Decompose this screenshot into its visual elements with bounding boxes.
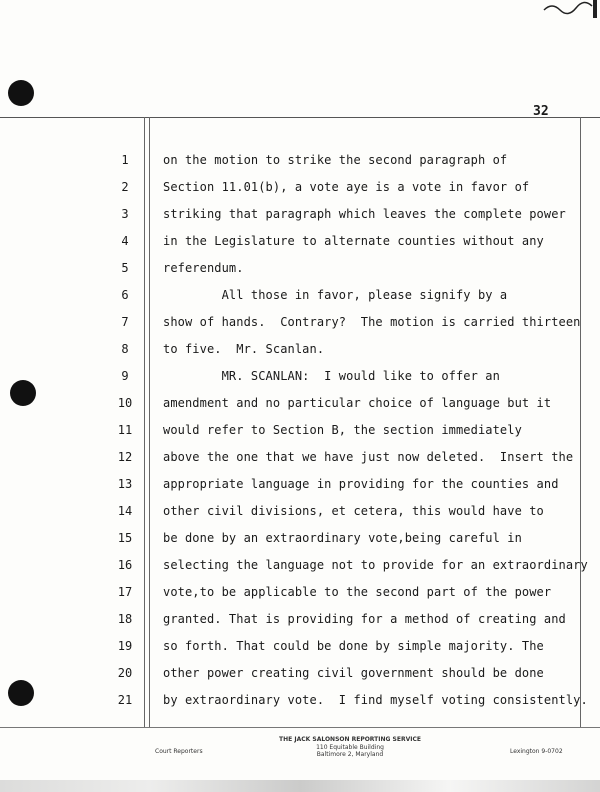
line-number: 5 xyxy=(121,261,129,275)
corner-mark xyxy=(540,0,600,18)
transcript-line: other civil divisions, et cetera, this would have to xyxy=(163,504,544,518)
transcript-line: referendum. xyxy=(163,261,244,275)
transcript-line: to five. Mr. Scanlan. xyxy=(163,342,325,356)
transcript-line: All those in favor, please signify by a xyxy=(163,288,508,302)
transcript-line: vote,to be applicable to the second part of the power xyxy=(163,585,552,599)
transcript-line: be done by an extraordinary vote,being careful in xyxy=(163,531,522,545)
line-number: 21 xyxy=(117,693,133,707)
line-number: 3 xyxy=(121,207,129,221)
line-number: 8 xyxy=(121,342,129,356)
page-number: 32 xyxy=(533,104,549,119)
transcript-line: granted. That is providing for a method of creating and xyxy=(163,612,566,626)
footer-city: Baltimore 2, Maryland xyxy=(316,751,384,758)
footer-rule xyxy=(0,727,600,728)
transcript-line: selecting the language not to provide for an extraordinary xyxy=(163,558,588,572)
line-number: 15 xyxy=(117,531,133,545)
transcript-line: on the motion to strike the second paragraph of xyxy=(163,153,508,167)
punch-hole-top xyxy=(8,80,34,106)
transcript-line: other power creating civil government should be done xyxy=(163,666,544,680)
line-number: 12 xyxy=(117,450,133,464)
footer-left: Court Reporters xyxy=(155,748,203,755)
margin-line-right xyxy=(580,117,581,727)
line-number: 7 xyxy=(121,315,129,329)
line-number: 20 xyxy=(117,666,133,680)
line-number: 10 xyxy=(117,396,133,410)
line-number: 4 xyxy=(121,234,129,248)
footer-title: THE JACK SALONSON REPORTING SERVICE xyxy=(279,736,421,743)
line-number: 11 xyxy=(117,423,133,437)
transcript-line: so forth. That could be done by simple majority. The xyxy=(163,639,544,653)
line-number: 16 xyxy=(117,558,133,572)
footer-right: Lexington 9-0702 xyxy=(510,748,563,755)
margin-line-left xyxy=(144,117,145,727)
line-number: 19 xyxy=(117,639,133,653)
line-number: 14 xyxy=(117,504,133,518)
transcript-line: amendment and no particular choice of language but it xyxy=(163,396,552,410)
transcript-line: MR. SCANLAN: I would like to offer an xyxy=(163,369,500,383)
transcript-line: appropriate language in providing for the counties and xyxy=(163,477,559,491)
line-number: 18 xyxy=(117,612,133,626)
line-number: 17 xyxy=(117,585,133,599)
line-number: 13 xyxy=(117,477,133,491)
line-number: 2 xyxy=(121,180,129,194)
footer-address: 110 Equitable Building xyxy=(316,744,384,751)
punch-hole-bottom xyxy=(8,680,34,706)
scan-artifact xyxy=(0,780,600,792)
line-number: 6 xyxy=(121,288,129,302)
line-number: 9 xyxy=(121,369,129,383)
transcript-line: Section 11.01(b), a vote aye is a vote in favor of xyxy=(163,180,530,194)
punch-hole-middle xyxy=(10,380,36,406)
transcript-line: above the one that we have just now deleted. Insert the xyxy=(163,450,574,464)
header-rule xyxy=(0,117,600,118)
transcript-line: by extraordinary vote. I find myself voting consistently. xyxy=(163,693,588,707)
transcript-line: striking that paragraph which leaves the complete power xyxy=(163,207,566,221)
transcript-line: would refer to Section B, the section immediately xyxy=(163,423,522,437)
transcript-line: in the Legislature to alternate counties without any xyxy=(163,234,544,248)
transcript-line: show of hands. Contrary? The motion is carried thirteen xyxy=(163,315,581,329)
margin-line-left-2 xyxy=(149,117,150,727)
line-number: 1 xyxy=(121,153,129,167)
